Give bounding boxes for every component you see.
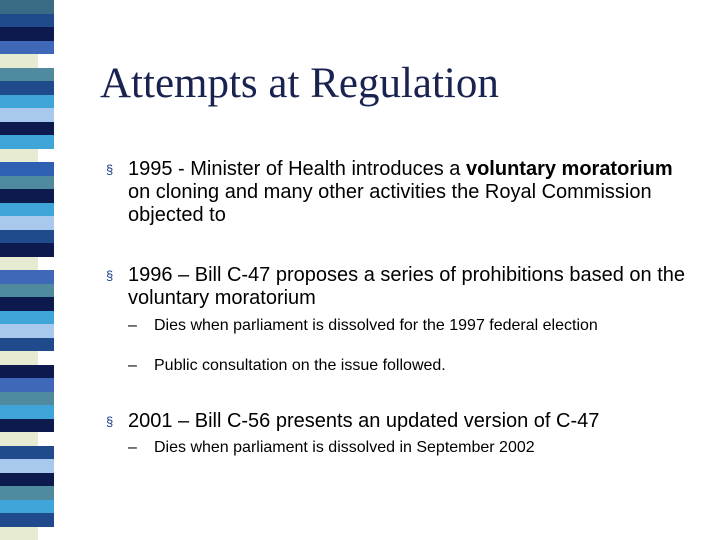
bullet-text: 1995 - Minister of Health introduces a voluntary moratorium on cloning and many other activities the Royal Commission objected to — [128, 158, 673, 226]
bullet-marker-icon: § — [106, 414, 114, 429]
sub-bullet-text: Dies when parliament is dissolved in September 2002 — [154, 439, 535, 456]
bullet-emphasis: voluntary moratorium — [465, 158, 673, 180]
sub-bullet-consultation — [128, 358, 688, 374]
bullet-1996 — [106, 264, 696, 310]
bullet-1995 — [106, 158, 696, 227]
sub-bullet-1997-election — [128, 318, 688, 334]
bullet-2001 — [106, 410, 696, 433]
bullet-marker-icon: § — [106, 268, 114, 283]
dash-marker-icon: – — [128, 317, 137, 334]
dash-marker-icon: – — [128, 439, 137, 456]
bullet-text: 2001 – Bill C-56 presents an updated version of C-47 — [128, 410, 600, 432]
sub-bullet-text: Public consultation on the issue followed. — [154, 357, 446, 374]
bullet-marker-icon: § — [106, 162, 114, 177]
sub-bullet-2002 — [128, 440, 688, 456]
sub-bullet-text: Dies when parliament is dissolved for the 1997 federal election — [154, 317, 598, 334]
bullet-text: 1996 – Bill C-47 proposes a series of prohibitions based on the voluntary moratorium — [128, 264, 686, 309]
slide-title: Attempts at Regulation — [100, 60, 499, 107]
dash-marker-icon: – — [128, 357, 137, 374]
